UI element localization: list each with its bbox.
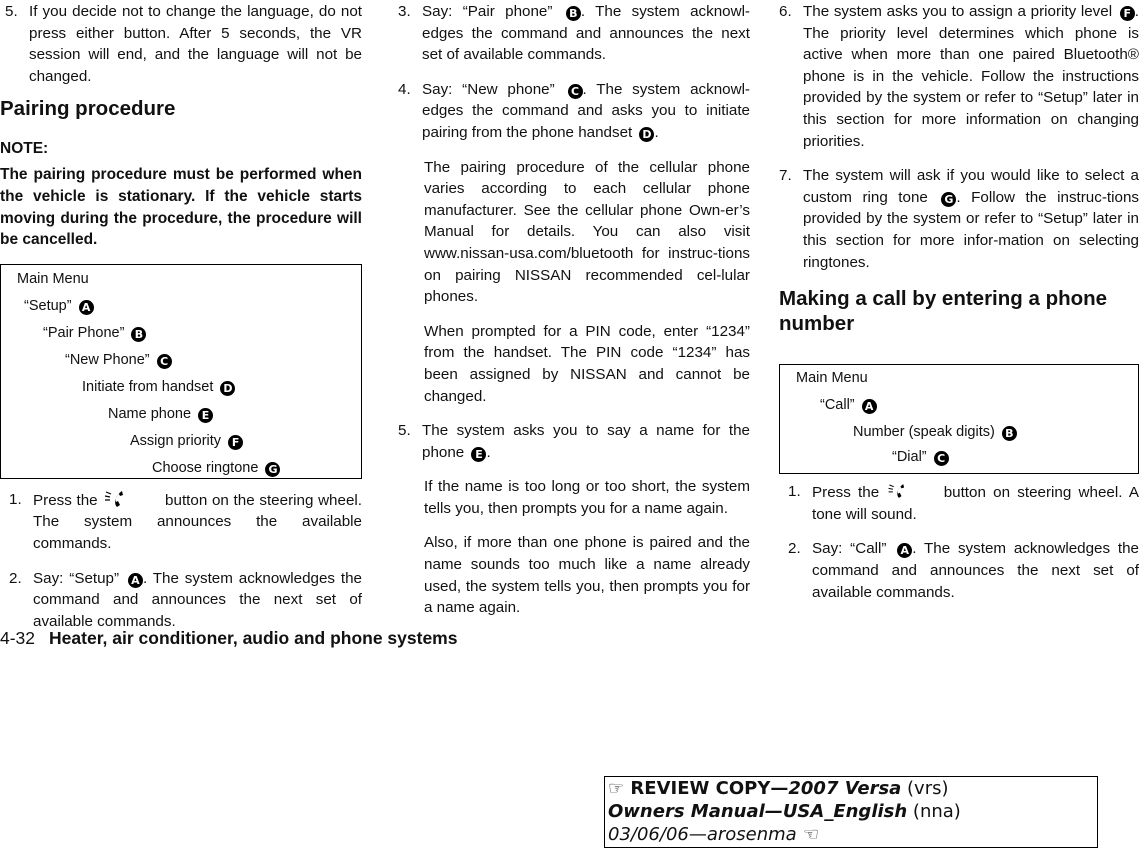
- item-text: If you decide not to change the language, do not press either button. After 5 seconds, the VR session will end, and the language will not be changed.: [29, 3, 362, 85]
- section-heading: Making a call by entering a phone number: [779, 287, 1108, 336]
- column-left: [0, 0, 362, 645]
- paragraph: Also, if more than one phone is paired and the name sounds too much like a name already used, the system tells you, then prompts you for a name again.: [424, 534, 750, 617]
- pointing-hand-left-icon: ☜: [803, 824, 820, 845]
- badge: C: [934, 451, 949, 466]
- badge: D: [220, 381, 235, 396]
- menu-line: Number (speak digits) B: [853, 424, 1017, 441]
- review-copy-stamp: ☞ REVIEW COPY—2007 Versa (vrs) Owners Manual—USA_English (nna) 03/06/06—arosenma ☜: [604, 776, 1098, 848]
- note-text: The pairing procedure must be performed when the vehicle is stationary. If the vehicle starts moving during the procedure, the procedure will be cancelled.: [0, 166, 362, 249]
- badge: B: [1002, 426, 1017, 441]
- item-number: 5.: [398, 422, 411, 440]
- item-number: 1.: [9, 490, 22, 508]
- menu-line: “Pair Phone” B: [43, 325, 146, 342]
- badge: C: [157, 354, 172, 369]
- chapter-title: Heater, air conditioner, audio and phone systems: [49, 628, 458, 648]
- menu-tree-box: [0, 264, 362, 479]
- item-number: 7.: [779, 167, 792, 185]
- menu-line: “Call” A: [820, 397, 877, 414]
- list-item: 1. Press the button on steering wheel. A tone will sound.: [788, 481, 1139, 525]
- item-number: 6.: [779, 3, 792, 20]
- badge: A: [79, 300, 94, 315]
- menu-tree-box: [779, 364, 1139, 474]
- badge: F: [1120, 6, 1135, 21]
- badge: A: [128, 573, 143, 588]
- badge: B: [131, 327, 146, 342]
- badge: A: [862, 399, 877, 414]
- item-number: 5.: [5, 3, 18, 20]
- phone-talk-icon: [102, 489, 160, 509]
- menu-line: Main Menu: [17, 270, 89, 287]
- list-item: 3. Say: “Pair phone” B . The system acknowl-edges the command and announces the next set of available commands.: [398, 1, 750, 66]
- badge: A: [897, 543, 912, 558]
- list-item: 7. The system will ask if you would like to select a custom ring tone G . Follow the instruc-tions provided by the system or refer to “Setup” later in this section for more infor-mation on selecting ringtones.: [779, 165, 1139, 273]
- pointing-hand-icon: ☞: [608, 778, 625, 799]
- list-item: 5. The system asks you to say a name for the phone E .: [398, 420, 750, 463]
- page-number: 4-32: [0, 628, 36, 648]
- note-label: NOTE:: [0, 140, 49, 158]
- paragraph: If the name is too long or too short, the system tells you, then prompts you for a name again.: [424, 478, 750, 517]
- menu-line: “New Phone” C: [65, 352, 172, 369]
- item-number: 2.: [9, 569, 22, 587]
- list-item: 2. Say: “Call” A . The system acknowledges the command and announces the next set of available commands.: [788, 538, 1139, 603]
- list-item: [5, 1, 362, 87]
- paragraph: When prompted for a PIN code, enter “1234” from the handset. The PIN code “1234” has been assigned by NISSAN and cannot be changed.: [424, 322, 750, 405]
- list-item: 4. Say: “New phone” C . The system acknowl-edges the command and asks you to initiate pairing from the phone handset D .: [398, 79, 750, 144]
- menu-line: “Dial” C: [892, 449, 949, 466]
- badge: G: [265, 462, 280, 477]
- menu-line: “Setup” A: [24, 298, 94, 315]
- badge: D: [639, 127, 654, 142]
- menu-line: Initiate from handset D: [82, 379, 235, 396]
- badge: C: [568, 84, 583, 99]
- phone-talk-icon: [886, 481, 936, 501]
- badge: E: [471, 447, 486, 462]
- paragraph: The pairing procedure of the cellular phone varies according to each cellular phone manufacturer. See the cellular phone Own-er’s Manual for details. You can also visit www.nissan-usa.com/bluetooth for instruc-tions on pairing NISSAN recommended cel-lular phones.: [424, 158, 750, 306]
- page-footer: [0, 628, 457, 649]
- menu-line: Assign priority F: [130, 433, 243, 450]
- column-right: [779, 0, 1139, 616]
- menu-line: Name phone E: [108, 406, 213, 423]
- menu-line: Choose ringtone G: [152, 460, 280, 477]
- item-number: 3.: [398, 3, 411, 20]
- menu-line: Main Menu: [796, 370, 868, 387]
- list-item: 6. The system asks you to assign a priority level F . The priority level determines which phone is active when more than one paired Bluetooth® phone is in the vehicle. Follow the instructions provided by the system or refer to “Setup” later in this section for more information on changing priorities.: [779, 1, 1139, 152]
- section-heading: Pairing procedure: [0, 97, 176, 121]
- item-number: 1.: [788, 483, 801, 501]
- item-number: 4.: [398, 80, 411, 98]
- badge: F: [228, 435, 243, 450]
- badge: E: [198, 408, 213, 423]
- list-item: 2. Say: “Setup” A . The system acknowledges the command and announces the next set of available commands.: [9, 568, 362, 633]
- list-item: 1. Press the button on the steering wheel. The system announces the available commands.: [9, 489, 362, 555]
- item-number: 2.: [788, 540, 801, 558]
- badge: G: [941, 192, 956, 207]
- column-middle: [398, 0, 750, 632]
- badge: B: [566, 6, 581, 21]
